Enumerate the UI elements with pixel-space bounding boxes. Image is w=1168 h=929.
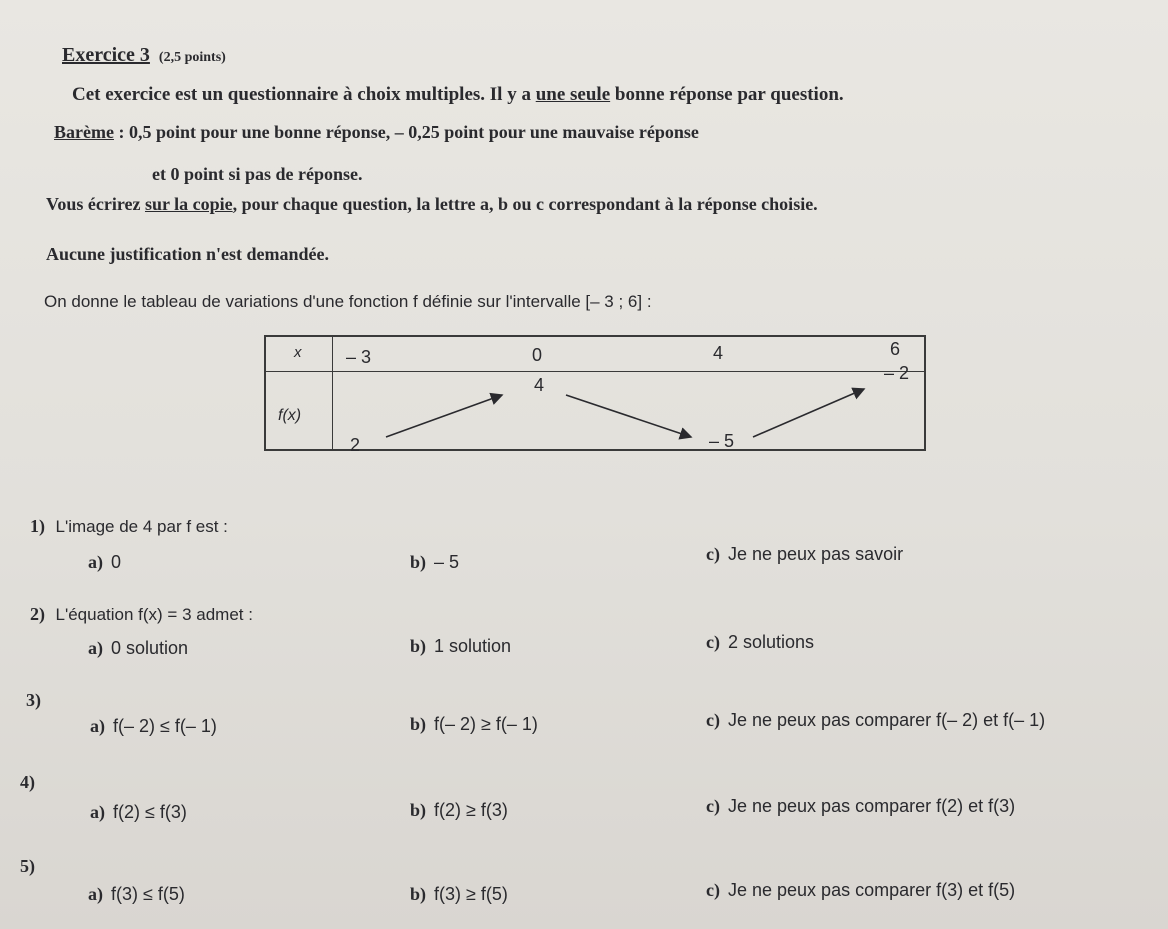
f-value-4: – 2 xyxy=(884,363,910,383)
q5-option-a-text: f(3) ≤ f(5) xyxy=(111,884,185,904)
q1-option-c-text: Je ne peux pas savoir xyxy=(727,544,904,564)
intro-line-1-a: Cet exercice est un questionnaire à choix multiples. Il y a xyxy=(72,84,536,105)
x-value-3: 4 xyxy=(713,343,724,363)
question-4-number: 4) xyxy=(20,772,35,792)
fx-label: f(x) xyxy=(278,407,302,424)
q3-option-c-text: Je ne peux pas comparer f(– 2) et f(– 1) xyxy=(727,710,1046,730)
instruction-a: Vous écrirez xyxy=(46,194,145,214)
x-value-2: 0 xyxy=(532,345,543,365)
intro-line-1 xyxy=(72,84,844,106)
q5-option-c-text: Je ne peux pas comparer f(3) et f(5) xyxy=(727,880,1016,900)
variation-arrows xyxy=(266,337,928,453)
q3-option-b-label: b) xyxy=(410,714,427,734)
q5-option-c-label: c) xyxy=(706,880,720,900)
q1-option-b-text: – 5 xyxy=(434,552,460,572)
q4-option-a[interactable] xyxy=(90,802,187,823)
arrow-increase-1 xyxy=(386,395,502,437)
question-1-number: 1) xyxy=(30,516,45,536)
question-1-text: L'image de 4 par f est : xyxy=(55,517,228,536)
q3-option-b-text: f(– 2) ≥ f(– 1) xyxy=(434,714,538,734)
q2-option-a-label: a) xyxy=(88,638,103,658)
q3-option-b[interactable] xyxy=(410,714,538,735)
exercise-points: (2,5 points) xyxy=(158,50,226,65)
q4-option-b-text: f(2) ≥ f(3) xyxy=(434,800,508,820)
x-value-1: – 3 xyxy=(346,347,372,367)
q1-option-b-label: b) xyxy=(410,552,427,572)
f-value-3: – 5 xyxy=(709,431,735,451)
question-2-text: L'équation f(x) = 3 admet : xyxy=(55,605,253,624)
q5-option-c[interactable] xyxy=(706,880,1015,901)
question-5-number: 5) xyxy=(20,856,35,876)
q4-option-b-label: b) xyxy=(410,800,427,820)
q3-option-c[interactable] xyxy=(706,710,1045,731)
q4-option-a-label: a) xyxy=(90,802,105,822)
q2-option-b-label: b) xyxy=(410,636,427,656)
arrow-decrease xyxy=(566,395,691,437)
table-intro: On donne le tableau de variations d'une fonction f définie sur l'intervalle [– 3 ; 6] : xyxy=(44,292,652,311)
q4-option-a-text: f(2) ≤ f(3) xyxy=(113,802,187,822)
q5-option-a-label: a) xyxy=(88,884,103,904)
q5-option-b-label: b) xyxy=(410,884,427,904)
x-value-4: 6 xyxy=(890,339,901,359)
q2-option-c-label: c) xyxy=(706,632,720,652)
intro-line-1-b: bonne réponse par question. xyxy=(610,84,844,105)
q2-option-c-text: 2 solutions xyxy=(727,632,815,652)
instruction-line xyxy=(46,194,818,215)
q3-option-a-label: a) xyxy=(90,716,105,736)
q1-option-a-label: a) xyxy=(88,552,103,572)
intro-line-1-underlined: une seule xyxy=(535,84,611,105)
question-3-number: 3) xyxy=(26,690,41,710)
question-2-number: 2) xyxy=(30,604,45,624)
q2-option-a[interactable] xyxy=(88,638,188,659)
question-2 xyxy=(30,604,253,625)
q4-option-c-label: c) xyxy=(706,796,720,816)
q1-option-c-label: c) xyxy=(706,544,720,564)
f-value-2: 4 xyxy=(534,375,545,395)
variation-table xyxy=(264,335,926,455)
no-justification-line: Aucune justification n'est demandée. xyxy=(46,244,329,264)
q3-option-a[interactable] xyxy=(90,716,217,737)
q2-option-b[interactable] xyxy=(410,636,511,657)
instruction-underlined: sur la copie xyxy=(144,194,233,214)
q2-option-c[interactable] xyxy=(706,632,814,653)
q5-option-a[interactable] xyxy=(88,884,185,905)
q4-option-b[interactable] xyxy=(410,800,508,821)
q1-option-c[interactable] xyxy=(706,544,903,565)
q5-option-b-text: f(3) ≥ f(5) xyxy=(434,884,508,904)
bareme-label: Barème xyxy=(54,122,114,142)
q4-option-c[interactable] xyxy=(706,796,1015,817)
x-label: x xyxy=(294,344,302,361)
exercise-title xyxy=(62,44,226,67)
q3-option-a-text: f(– 2) ≤ f(– 1) xyxy=(113,716,217,736)
arrow-increase-2 xyxy=(753,389,864,437)
bareme-line-2: et 0 point si pas de réponse. xyxy=(152,164,363,184)
q3-option-c-label: c) xyxy=(706,710,720,730)
q1-option-b[interactable] xyxy=(410,552,459,573)
q1-option-a[interactable] xyxy=(88,552,121,573)
instruction-b: , pour chaque question, la lettre a, b ou c correspondant à la réponse choisie. xyxy=(232,194,818,214)
q5-option-b[interactable] xyxy=(410,884,508,905)
q2-option-a-text: 0 solution xyxy=(111,638,189,658)
exercise-title-text: Exercice 3 xyxy=(62,44,150,66)
q1-option-a-text: 0 xyxy=(111,552,122,572)
bareme-text: : 0,5 point pour une bonne réponse, – 0,25 point pour une mauvaise réponse xyxy=(113,122,699,142)
question-1 xyxy=(30,516,228,537)
f-value-1: 2 xyxy=(350,435,361,455)
q4-option-c-text: Je ne peux pas comparer f(2) et f(3) xyxy=(727,796,1016,816)
q2-option-b-text: 1 solution xyxy=(434,636,512,656)
bareme-line xyxy=(54,122,699,143)
